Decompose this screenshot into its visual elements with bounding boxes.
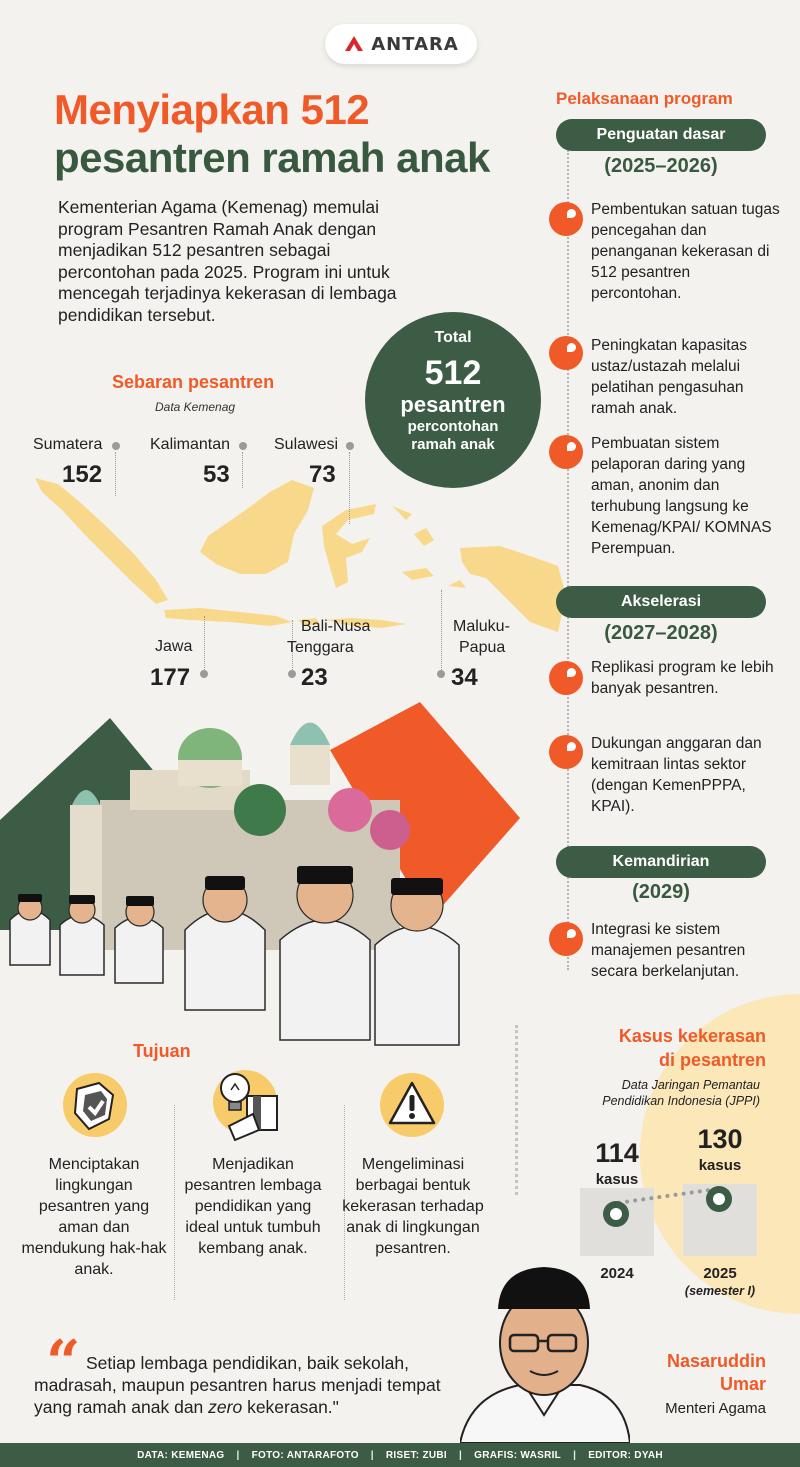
person-role: Menteri Agama: [665, 1400, 766, 1417]
timeline-bullet: [549, 202, 583, 236]
timeline-item: Replikasi program ke lebih banyak pesantren.: [591, 659, 774, 697]
phase-years-penguatan: (2025–2026): [604, 155, 718, 177]
timeline-item: Dukungan anggaran dan kemitraan lintas sektor (dengan KemenPPPA, KPAI).: [591, 735, 762, 815]
timeline-bullet: [549, 735, 583, 769]
region-name-maluku-line1: Maluku-: [453, 618, 510, 635]
region-value-maluku: 34: [451, 664, 478, 691]
region-name-sulawesi: Sulawesi: [274, 436, 339, 453]
phase-years-akselerasi: (2027–2028): [604, 622, 718, 644]
goal-icon-bg: [380, 1073, 444, 1137]
region-name-bali-line1: Bali-Nusa: [301, 618, 371, 635]
kasus-point-2025: [706, 1186, 732, 1212]
person-name-line1: Nasaruddin: [666, 1351, 766, 1371]
leader-line: [349, 452, 350, 524]
kasus-year-2024: 2024: [600, 1265, 634, 1282]
timeline-item: Pembuatan sistem pelaporan daring yang aman, anonim dan terhubung langsung ke Kemenag/KPAI/ KOMNAS Perempuan.: [591, 435, 772, 557]
credit-riset: RISET: ZUBI: [385, 1449, 447, 1461]
phase-pill-akselerasi: Akselerasi: [556, 586, 766, 618]
lightbulb-books-icon: [209, 1064, 289, 1144]
region-value-kalimantan: 53: [203, 461, 230, 488]
kasus-title: [590, 1024, 766, 1072]
timeline-bullet: [549, 661, 583, 695]
timeline-bullet: [549, 336, 583, 370]
quote-text: [34, 1352, 474, 1418]
spread-source: Data Kemenag: [155, 400, 236, 414]
phase-pill-penguatan: Penguatan dasar: [556, 119, 766, 151]
quote-mark-icon: “: [46, 1328, 81, 1398]
region-value-sulawesi: 73: [309, 461, 336, 488]
phase-pill-kemandirian: Kemandirian: [556, 846, 766, 878]
person-name-line2: Umar: [719, 1374, 766, 1394]
goal-separator: [174, 1105, 175, 1300]
leader-line: [242, 452, 243, 488]
kasus-unit-2025: kasus: [698, 1157, 742, 1174]
timeline-item: Integrasi ke sistem manajemen pesantren secara berkelanjutan.: [591, 921, 746, 980]
credit-data: DATA: KEMENAG: [137, 1449, 225, 1461]
region-name-jawa: Jawa: [155, 638, 193, 655]
antara-logo: [325, 24, 477, 64]
spread-title: Sebaran pesantren: [112, 372, 275, 392]
total-description: percontohan ramah anak: [407, 418, 499, 453]
tujuan-title: Tujuan: [133, 1041, 191, 1061]
total-unit: pesantren: [400, 392, 506, 417]
timeline-bullet: [549, 922, 583, 956]
total-badge: [365, 312, 541, 488]
students-mosque-illustration: [0, 690, 520, 1070]
phase-years-kemandirian: (2029): [632, 881, 690, 903]
leader-line: [115, 452, 116, 496]
person-name: [620, 1350, 766, 1396]
kasus-divider: [515, 1025, 518, 1195]
region-name-sumatera: Sumatera: [33, 436, 103, 453]
kasus-point-2024: [603, 1201, 629, 1227]
kasus-value-2024: 114: [595, 1138, 639, 1168]
warning-icon: [380, 1073, 444, 1137]
region-name-bali-line2: Tenggara: [287, 639, 354, 656]
credit-editor: EDITOR: DYAH: [588, 1449, 663, 1461]
marker-dot: [239, 442, 247, 450]
shield-check-icon: [63, 1073, 127, 1137]
marker-dot: [200, 670, 208, 678]
leader-line: [441, 590, 442, 670]
goal-icon-bg: [213, 1070, 277, 1134]
goal-text-3: Mengeliminasi berbagai bentuk kekerasan terhadap anak di lingkungan pesantren.: [342, 1156, 484, 1257]
region-value-sumatera: 152: [62, 461, 103, 488]
kasus-unit-2024: kasus: [595, 1171, 639, 1188]
leader-line: [204, 616, 205, 670]
credits-footer: DATA: KEMENAG | FOTO: ANTARAFOTO | RISET: ZUBI | GRAFIS: WASRIL | EDITOR: DYAH: [0, 1443, 800, 1467]
minister-portrait: [460, 1265, 630, 1443]
logo-text: ANTARA: [371, 33, 459, 55]
credit-grafis: GRAFIS: WASRIL: [474, 1449, 562, 1461]
region-value-bali: 23: [301, 664, 328, 691]
intro-paragraph: Kementerian Agama (Kemenag) memulai program Pesantren Ramah Anak dengan menjadikan 512 pesantren sebagai percontohan pada 2025. Program ini untuk mencegah terjadinya kekerasan di lembaga pendidikan tersebut.: [58, 197, 397, 325]
kasus-note-2025: (semester I): [684, 1284, 756, 1298]
marker-dot: [346, 442, 354, 450]
goal-icon-bg: [63, 1073, 127, 1137]
marker-dot: [288, 670, 296, 678]
timeline-item: Pembentukan satuan tugas pencegahan dan penanganan kekerasan di 512 pesantren percontohan.: [591, 201, 780, 302]
kasus-value-2025: 130: [697, 1124, 743, 1154]
total-label: Total: [434, 329, 472, 346]
credit-foto: FOTO: ANTARAFOTO: [251, 1449, 359, 1461]
quote-text-emphasis: zero: [208, 1397, 243, 1417]
timeline-item: Peningkatan kapasitas ustaz/ustazah melalui pelatihan pengasuhan ramah anak.: [591, 337, 747, 417]
timeline-bullet: [549, 435, 583, 469]
marker-dot: [112, 442, 120, 450]
program-title: Pelaksanaan program: [556, 89, 733, 108]
goal-text-1: Menciptakan lingkungan pesantren yang aman dan mendukung hak-hak anak.: [21, 1156, 167, 1278]
region-name-maluku-line2: Papua: [459, 639, 506, 656]
marker-dot: [437, 670, 445, 678]
quote-text-a: Setiap lembaga pendidikan, baik sekolah, madrasah, maupun pesantren harus menjadi tempat yang ramah anak dan: [34, 1353, 441, 1417]
page-title-line1: Menyiapkan 512: [54, 86, 370, 133]
region-value-jawa: 177: [150, 664, 191, 691]
region-name-kalimantan: Kalimantan: [150, 436, 231, 453]
total-number: 512: [424, 354, 482, 392]
quote-text-b: kekerasan.": [242, 1397, 339, 1417]
antara-logo-mark: [343, 33, 365, 55]
page-title-line2: pesantren ramah anak: [54, 134, 490, 181]
goal-text-2: Menjadikan pesantren lembaga pendidikan yang ideal untuk tumbuh kembang anak.: [184, 1156, 322, 1257]
kasus-title-line2: di pesantren: [658, 1050, 766, 1070]
kasus-year-2025: 2025: [703, 1265, 737, 1282]
kasus-title-line1: Kasus kekerasan: [618, 1026, 766, 1046]
kasus-source: Data Jaringan Pemantau Pendidikan Indonesia (JPPI): [602, 1078, 760, 1108]
